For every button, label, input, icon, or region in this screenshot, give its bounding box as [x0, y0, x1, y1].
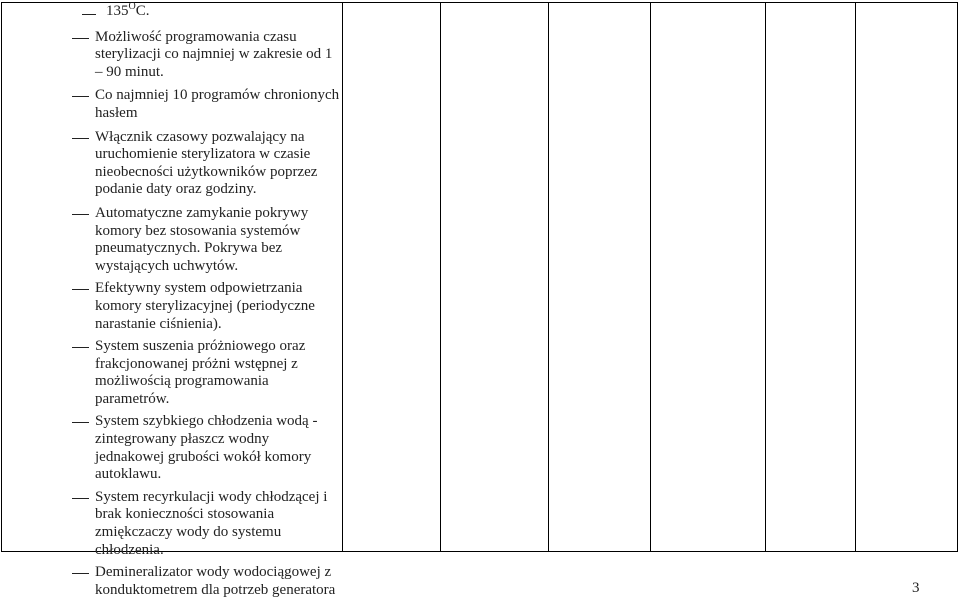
list-item — [10, 87, 340, 122]
list-item — [10, 413, 340, 483]
dash-bullet — [72, 498, 89, 499]
list-item — [10, 205, 340, 275]
list-item — [10, 489, 340, 559]
dash-bullet — [72, 38, 89, 39]
column-divider — [548, 2, 549, 552]
dash-bullet — [82, 14, 96, 15]
column-divider — [855, 2, 856, 552]
list-item-text-suffix: C. — [135, 3, 150, 19]
column-divider — [650, 2, 651, 552]
degree-superscript: O — [128, 1, 136, 12]
list-item-text: Włącznik czasowy pozwalający na uruchomienie sterylizatora w czasie nieobecności użytkowników poprzez podanie daty oraz godziny. — [95, 128, 318, 198]
list-item-text: 135 — [106, 3, 129, 19]
list-item-text: Możliwość programowania czasu sterylizacji co najmniej w zakresie od 1 – 90 minut. — [95, 28, 333, 80]
dash-bullet — [72, 422, 89, 423]
list-item-text: System recyrkulacji wody chłodzącej i brak konieczności stosowania zmiękczaczy wody do systemu chłodzenia. — [95, 488, 328, 558]
dash-bullet — [72, 96, 89, 97]
list-item-text: Co najmniej 10 programów chronionych hasłem — [95, 87, 340, 121]
list-item-text: Efektywny system odpowietrzania komory sterylizacyjnej (periodyczne narastanie ciśnienia). — [95, 280, 315, 332]
list-item — [10, 129, 340, 199]
list-item — [10, 3, 340, 21]
dash-bullet — [72, 289, 89, 290]
list-item — [10, 564, 340, 599]
dash-bullet — [72, 138, 89, 139]
list-item — [10, 280, 340, 333]
column-divider — [440, 2, 441, 552]
dash-bullet — [72, 573, 89, 574]
specification-column — [10, 0, 340, 604]
list-item — [10, 338, 340, 408]
column-divider — [957, 2, 958, 552]
list-item-text: System szybkiego chłodzenia wodą - zintegrowany płaszcz wodny jednakowej grubości wokół komory autoklawu. — [95, 413, 318, 483]
list-item-text: Demineralizator wody wodociągowej z konduktometrem dla potrzeb generatora — [95, 564, 336, 598]
list-item — [10, 29, 340, 82]
list-item-text: System suszenia próżniowego oraz frakcjonowanej próżni wstępnej z możliwością programowania parametrów. — [95, 338, 306, 407]
column-divider — [765, 2, 766, 552]
list-item-text: Automatyczne zamykanie pokrywy komory bez stosowania systemów pneumatycznych. Pokrywa bez wystających uchwytów. — [95, 204, 309, 274]
page-number: 3 — [912, 580, 920, 596]
dash-bullet — [72, 214, 89, 215]
column-divider — [342, 2, 343, 552]
column-divider — [1, 2, 2, 552]
dash-bullet — [72, 347, 89, 348]
